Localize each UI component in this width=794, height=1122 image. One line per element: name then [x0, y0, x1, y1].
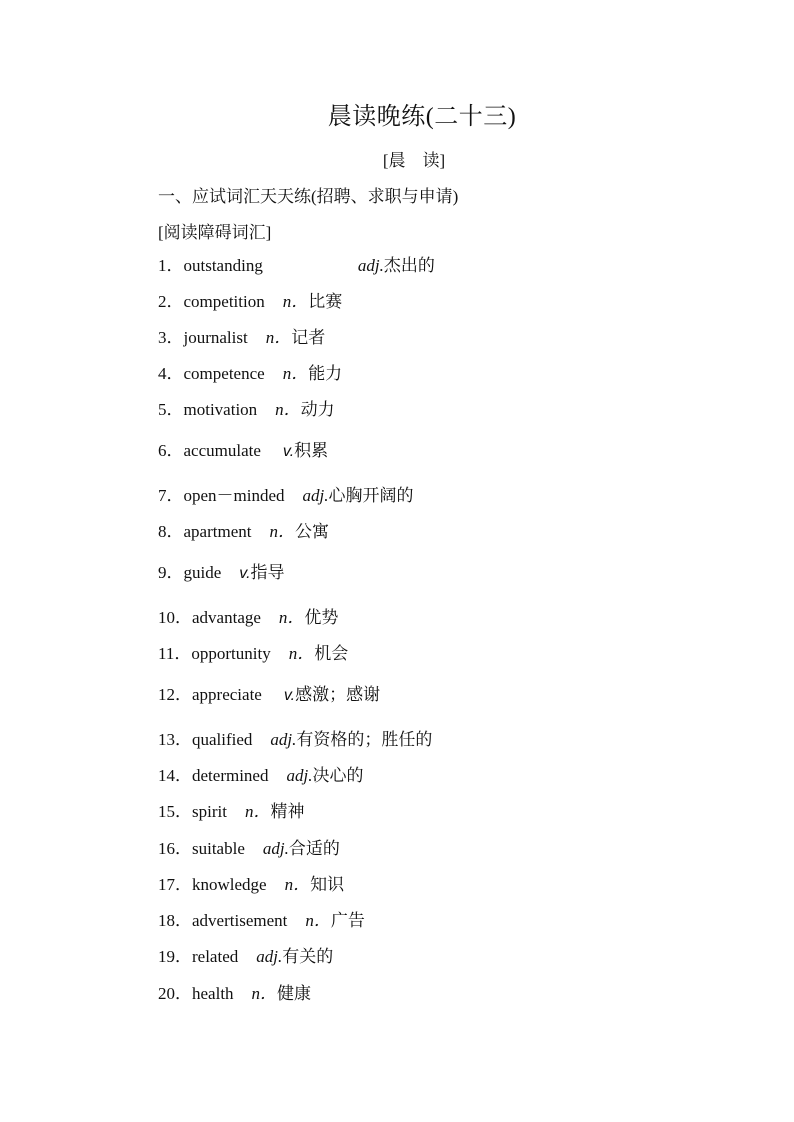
item-number: 18．	[158, 911, 192, 930]
item-part-of-speech: n．	[284, 875, 311, 894]
item-word: health	[192, 984, 234, 1003]
vocab-item	[158, 766, 363, 786]
vocab-item	[158, 522, 329, 542]
item-number: 3．	[158, 328, 184, 347]
item-meaning: 心胸开阔的	[328, 486, 414, 505]
vocab-item	[158, 256, 435, 276]
item-word: appreciate	[192, 685, 262, 704]
item-word: accumulate	[183, 441, 261, 460]
item-part-of-speech: adj.	[262, 839, 289, 858]
item-number: 5．	[158, 400, 184, 419]
item-word: advantage	[192, 608, 261, 627]
item-number: 20．	[158, 984, 192, 1003]
item-number: 11．	[158, 644, 192, 663]
item-part-of-speech: adj.	[270, 730, 297, 749]
item-word: spirit	[192, 802, 227, 821]
item-word: open－minded	[183, 486, 285, 505]
item-number: 15．	[158, 802, 192, 821]
item-part-of-speech: n．	[265, 328, 292, 347]
vocab-item	[158, 802, 304, 822]
item-number: 6．	[158, 441, 184, 460]
item-part-of-speech: n．	[282, 292, 309, 311]
vocab-item	[158, 947, 333, 967]
item-number: 13．	[158, 730, 192, 749]
item-part-of-speech: n．	[275, 400, 301, 419]
item-meaning: 决心的	[312, 766, 364, 785]
item-part-of-speech: v.	[283, 687, 296, 704]
item-meaning: 公寓	[294, 522, 329, 541]
vocab-item	[158, 328, 325, 348]
item-meaning: 指导	[250, 563, 285, 582]
item-meaning: 感激；感谢	[295, 685, 381, 704]
vocab-item	[158, 911, 365, 931]
item-meaning: 动力	[300, 400, 335, 419]
item-number: 19．	[158, 947, 192, 966]
section-heading: 一、应试词汇天天练(招聘、求职与申请)	[158, 187, 459, 206]
item-word: apartment	[183, 522, 252, 541]
vocab-item	[158, 984, 311, 1004]
item-number: 1．	[158, 256, 184, 275]
vocab-item	[158, 364, 342, 384]
item-part-of-speech: adj.	[302, 486, 329, 505]
item-word: related	[192, 947, 239, 966]
item-word: suitable	[192, 839, 245, 858]
item-number: 8．	[158, 522, 184, 541]
item-part-of-speech: adj.	[286, 766, 313, 785]
item-meaning: 积累	[294, 441, 329, 460]
item-part-of-speech: n．	[278, 608, 305, 627]
item-part-of-speech: v.	[239, 565, 251, 582]
item-word: opportunity	[191, 644, 271, 663]
item-part-of-speech: v.	[282, 443, 295, 460]
item-word: advertisement	[192, 911, 288, 930]
item-word: guide	[183, 563, 222, 582]
vocab-item	[158, 839, 340, 859]
item-part-of-speech: n．	[282, 364, 309, 383]
item-part-of-speech: adj.	[357, 256, 384, 275]
item-meaning: 精神	[270, 802, 305, 821]
item-part-of-speech: n．	[244, 802, 271, 821]
item-number: 12．	[158, 685, 192, 704]
item-word: journalist	[183, 328, 248, 347]
item-meaning: 比赛	[308, 292, 343, 311]
item-meaning: 杰出的	[383, 256, 435, 275]
item-meaning: 有关的	[282, 947, 334, 966]
item-meaning: 有资格的；胜任的	[296, 730, 433, 749]
vocab-item	[158, 730, 432, 750]
item-number: 16．	[158, 839, 192, 858]
item-word: outstanding	[183, 256, 263, 275]
vocab-item	[158, 292, 342, 312]
item-part-of-speech: n．	[251, 984, 278, 1003]
vocab-item	[158, 875, 344, 895]
item-meaning: 合适的	[288, 839, 340, 858]
item-part-of-speech: n．	[269, 522, 295, 541]
page-title: 晨读晚练(二十三)	[327, 104, 517, 130]
page-subtitle: [晨 读]	[382, 151, 446, 170]
vocab-item	[158, 563, 285, 584]
item-number: 7．	[158, 486, 184, 505]
item-meaning: 记者	[291, 328, 326, 347]
item-meaning: 知识	[310, 875, 345, 894]
item-meaning: 能力	[308, 364, 343, 383]
vocab-item	[158, 608, 338, 628]
item-word: competition	[183, 292, 265, 311]
item-part-of-speech: n．	[305, 911, 331, 930]
item-number: 10．	[158, 608, 192, 627]
item-word: qualified	[192, 730, 253, 749]
item-word: knowledge	[192, 875, 267, 894]
vocab-item	[158, 486, 414, 506]
item-word: determined	[192, 766, 269, 785]
item-word: competence	[183, 364, 265, 383]
item-meaning: 健康	[277, 984, 312, 1003]
item-meaning: 广告	[330, 911, 365, 930]
vocab-item	[158, 685, 380, 706]
vocab-item	[158, 644, 348, 664]
item-number: 9．	[158, 563, 184, 582]
item-number: 17．	[158, 875, 192, 894]
item-number: 2．	[158, 292, 184, 311]
item-part-of-speech: n．	[288, 644, 315, 663]
vocab-item	[158, 400, 335, 420]
item-word: motivation	[183, 400, 258, 419]
item-number: 14．	[158, 766, 192, 785]
item-meaning: 机会	[314, 644, 349, 663]
vocab-item	[158, 441, 328, 462]
subsection-heading: [阅读障碍词汇]	[158, 223, 272, 242]
item-part-of-speech: adj.	[256, 947, 283, 966]
item-meaning: 优势	[304, 608, 339, 627]
item-number: 4．	[158, 364, 184, 383]
